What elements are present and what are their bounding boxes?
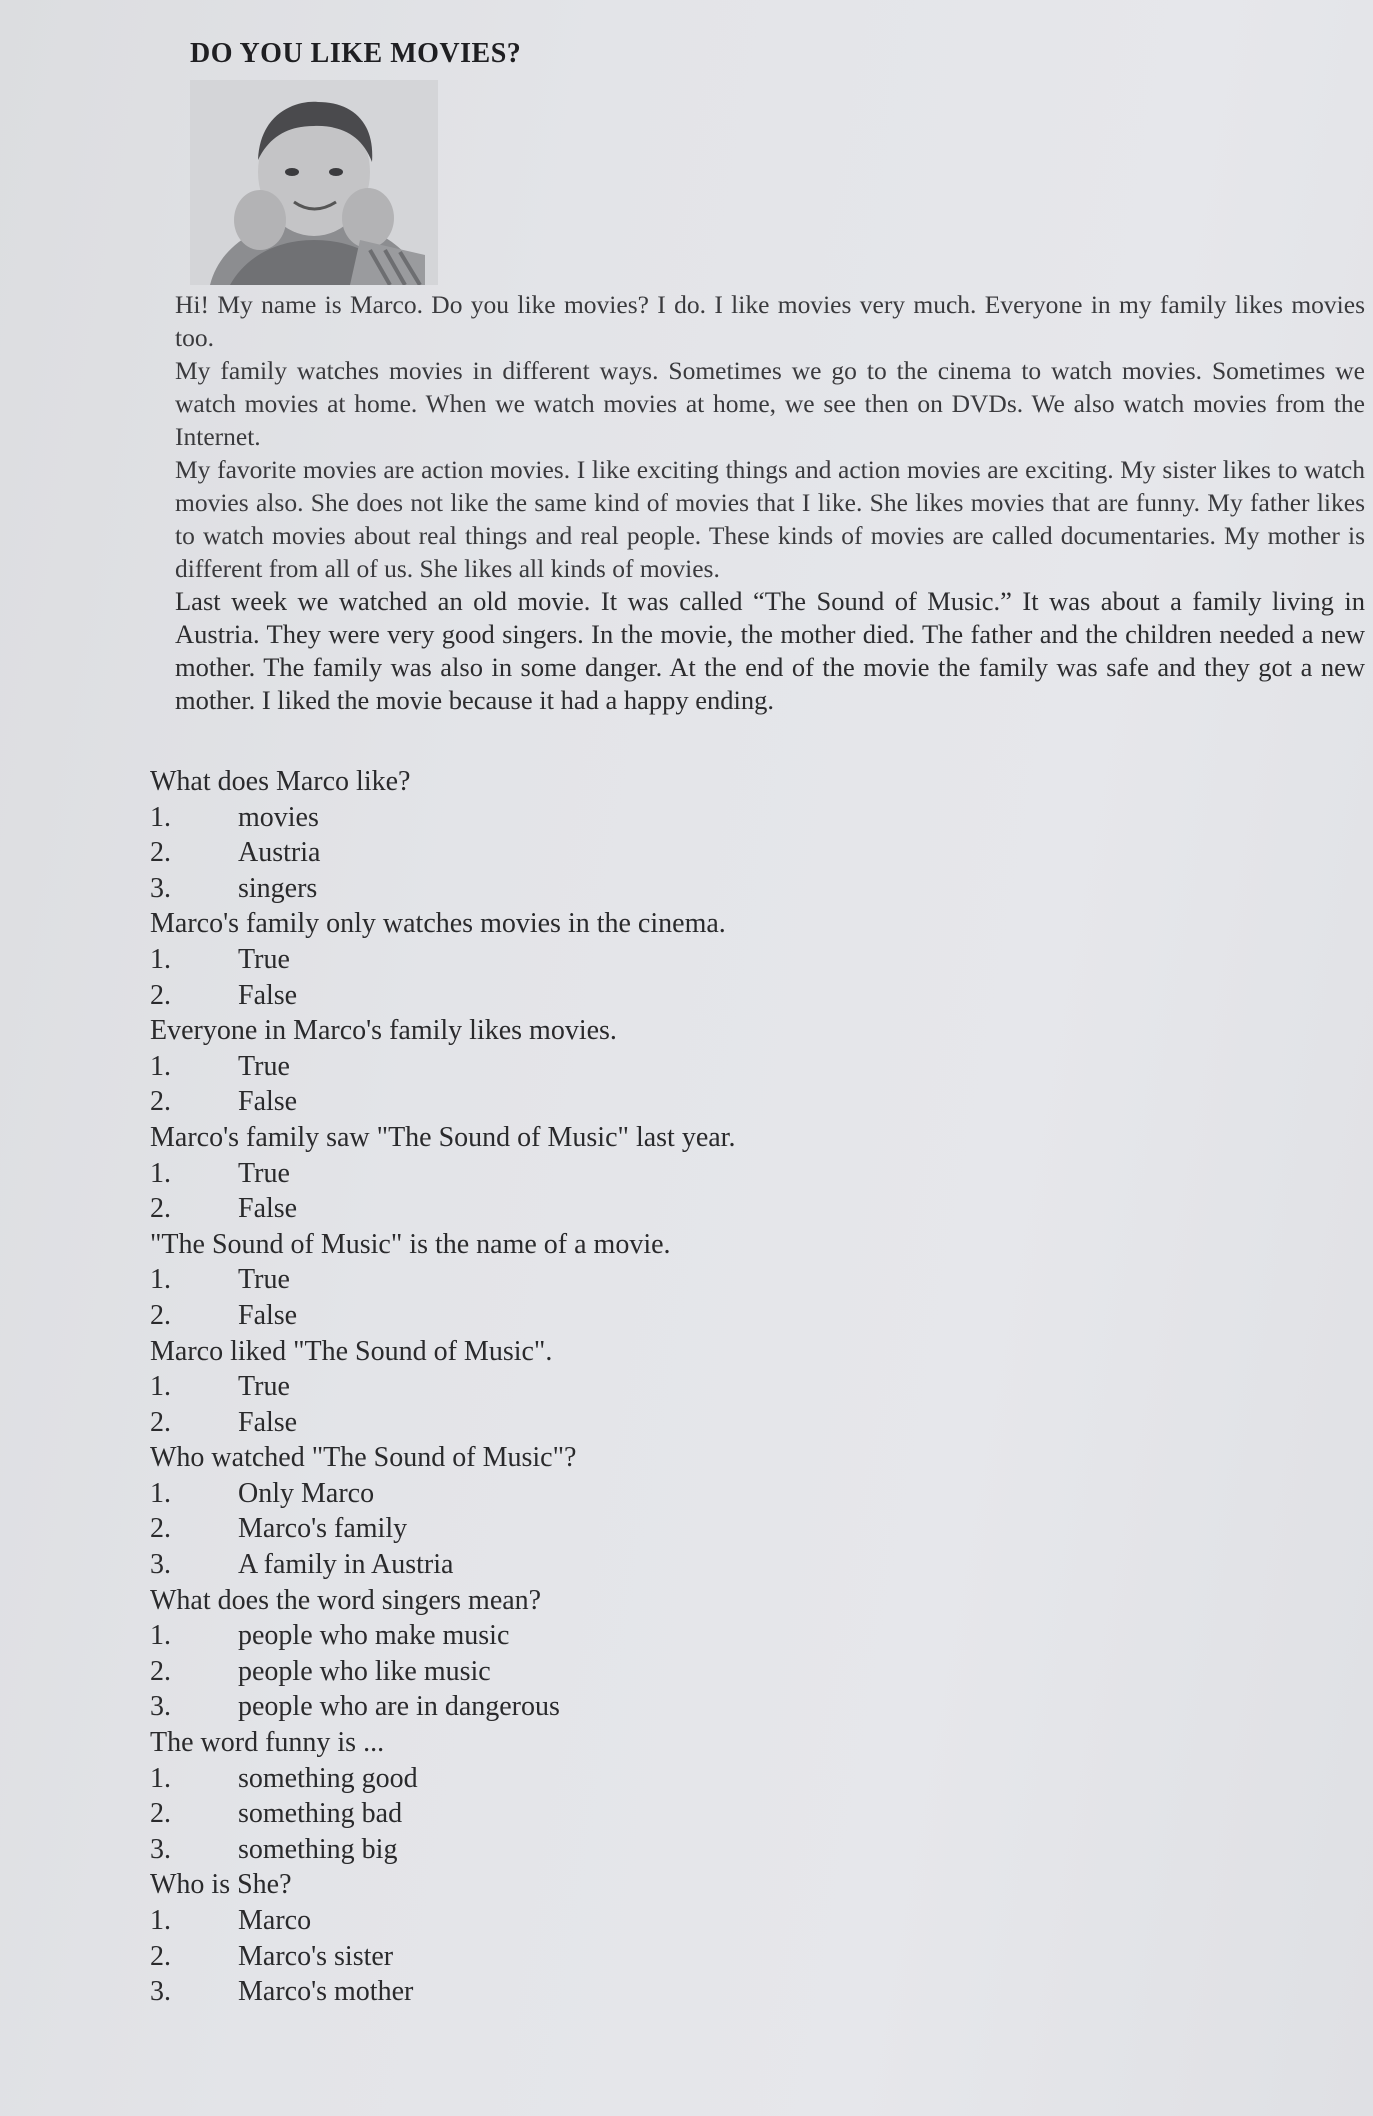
answer-options [150, 1903, 1150, 2010]
answer-option [150, 1654, 1150, 1690]
answer-options [150, 942, 1150, 1013]
option-number: 3. [150, 1549, 171, 1581]
option-text: A family in Austria [238, 1549, 454, 1581]
option-text: Marco [238, 1905, 312, 1936]
answer-option [150, 1511, 1150, 1547]
quiz-question: "The Sound of Music" is the name of a movie. [150, 1228, 671, 1260]
quiz-question: What does the word singers mean? [150, 1584, 542, 1616]
option-text: Marco's mother [238, 1976, 414, 2008]
quiz-question: Marco's family only watches movies in the cinema. [150, 908, 726, 940]
option-number: 1. [150, 943, 171, 975]
option-number: 2. [150, 1299, 171, 1331]
option-number: 1. [150, 1264, 171, 1296]
answer-option [150, 1156, 1150, 1192]
option-number: 1. [150, 1762, 171, 1794]
quiz-question: Everyone in Marco's family likes movies. [150, 1015, 617, 1047]
worksheet-title: DO YOU LIKE MOVIES? [190, 38, 522, 69]
option-number: 2. [150, 837, 171, 869]
option-text: movies [238, 801, 319, 833]
option-text: False [238, 1086, 298, 1118]
answer-option [150, 1903, 1150, 1939]
answer-option [150, 1369, 1150, 1405]
answer-option [150, 1405, 1150, 1441]
option-number: 2. [150, 1655, 171, 1687]
option-number: 1. [150, 1477, 171, 1509]
option-text: True [238, 1157, 290, 1189]
answer-options [150, 1262, 1150, 1333]
option-number: 3. [150, 1833, 171, 1865]
option-number: 2. [150, 1193, 171, 1225]
story-paragraph: My family watches movies in different ways. Sometimes we go to the cinema to watch movies. Sometimes we watch movies at home. When we watch movies at home, we see then on DVDs. We also watch movies from the Internet. [175, 356, 1365, 451]
story-paragraph: My favorite movies are action movies. I like exciting things and action movies are exciting. My sister likes to watch movies also. She does not like the same kind of movies that I like. She likes movies that are funny. My father likes to watch movies about real things and real people. These kinds of movies are called documentaries. My mother is different from all of us. She likes all kinds of movies. [175, 455, 1365, 583]
option-number: 2. [150, 1513, 171, 1545]
option-text: something bad [238, 1798, 403, 1830]
option-number: 2. [150, 1406, 171, 1438]
option-text: False [238, 1406, 298, 1438]
quiz-section [150, 764, 1150, 2010]
story-text [175, 288, 1365, 717]
quiz-question: Who is She? [150, 1869, 292, 1901]
answer-option [150, 1298, 1150, 1334]
answer-options [150, 1476, 1150, 1583]
answer-option [150, 942, 1150, 978]
answer-option [150, 1049, 1150, 1085]
answer-option [150, 1689, 1150, 1725]
option-number: 3. [150, 1691, 171, 1723]
answer-options [150, 1156, 1150, 1227]
option-text: Marco's sister [238, 1940, 394, 1972]
option-text: False [238, 979, 298, 1011]
answer-option [150, 1939, 1150, 1975]
answer-options [150, 1618, 1150, 1725]
quiz-question: Marco liked "The Sound of Music". [150, 1335, 553, 1367]
option-number: 1. [150, 1371, 171, 1403]
answer-option [150, 1547, 1150, 1583]
answer-option [150, 1618, 1150, 1654]
answer-option [150, 978, 1150, 1014]
option-number: 3. [150, 872, 171, 904]
quiz-question: What does Marco like? [150, 766, 411, 797]
answer-option [150, 1796, 1150, 1832]
option-number: 1. [150, 1905, 171, 1936]
story-paragraph: Hi! My name is Marco. Do you like movies? I do. I like movies very much. Everyone in my family likes movies too. [175, 290, 1365, 352]
option-text: singers [238, 872, 318, 904]
answer-option [150, 1974, 1150, 2010]
option-text: True [238, 1264, 290, 1296]
option-text: True [238, 1371, 290, 1403]
answer-options [150, 1049, 1150, 1120]
option-number: 2. [150, 1798, 171, 1830]
answer-option [150, 1476, 1150, 1512]
option-text: people who make music [238, 1620, 510, 1652]
option-number: 1. [150, 801, 171, 833]
option-text: Austria [238, 837, 321, 869]
answer-option [150, 871, 1150, 907]
answer-option [150, 1191, 1150, 1227]
option-number: 2. [150, 1940, 171, 1972]
option-number: 2. [150, 1086, 171, 1118]
story-paragraph: Last week we watched an old movie. It was called “The Sound of Music.” It was about a family living in Austria. They were very good singers. In the movie, the mother died. The father and the children needed a new mother. The family was also in some danger. At the end of the movie the family was safe and they got a new mother. I liked the movie because it had a happy ending. [175, 586, 1365, 715]
answer-option [150, 800, 1150, 836]
option-number: 1. [150, 1620, 171, 1652]
quiz-question: Marco's family saw "The Sound of Music" last year. [150, 1121, 736, 1153]
option-text: something good [238, 1762, 418, 1794]
answer-option [150, 1761, 1150, 1797]
option-text: True [238, 943, 290, 975]
answer-option [150, 1832, 1150, 1868]
boy-portrait-icon [190, 80, 438, 285]
option-text: True [238, 1050, 290, 1082]
option-number: 1. [150, 1157, 171, 1189]
option-text: False [238, 1193, 298, 1225]
option-number: 1. [150, 1050, 171, 1082]
option-number: 2. [150, 979, 171, 1011]
quiz-question: Who watched "The Sound of Music"? [150, 1442, 577, 1474]
answer-options [150, 1369, 1150, 1440]
option-text: people who like music [238, 1655, 491, 1687]
quiz-question: The word funny is ... [150, 1727, 385, 1759]
answer-option [150, 1084, 1150, 1120]
option-text: False [238, 1299, 298, 1331]
answer-option [150, 835, 1150, 871]
answer-options [150, 800, 1150, 907]
option-text: Only Marco [238, 1477, 375, 1509]
answer-options [150, 1761, 1150, 1868]
answer-option [150, 1262, 1150, 1298]
option-number: 3. [150, 1976, 171, 2008]
option-text: something big [238, 1833, 398, 1865]
option-text: people who are in dangerous [238, 1691, 560, 1723]
option-text: Marco's family [238, 1513, 408, 1545]
